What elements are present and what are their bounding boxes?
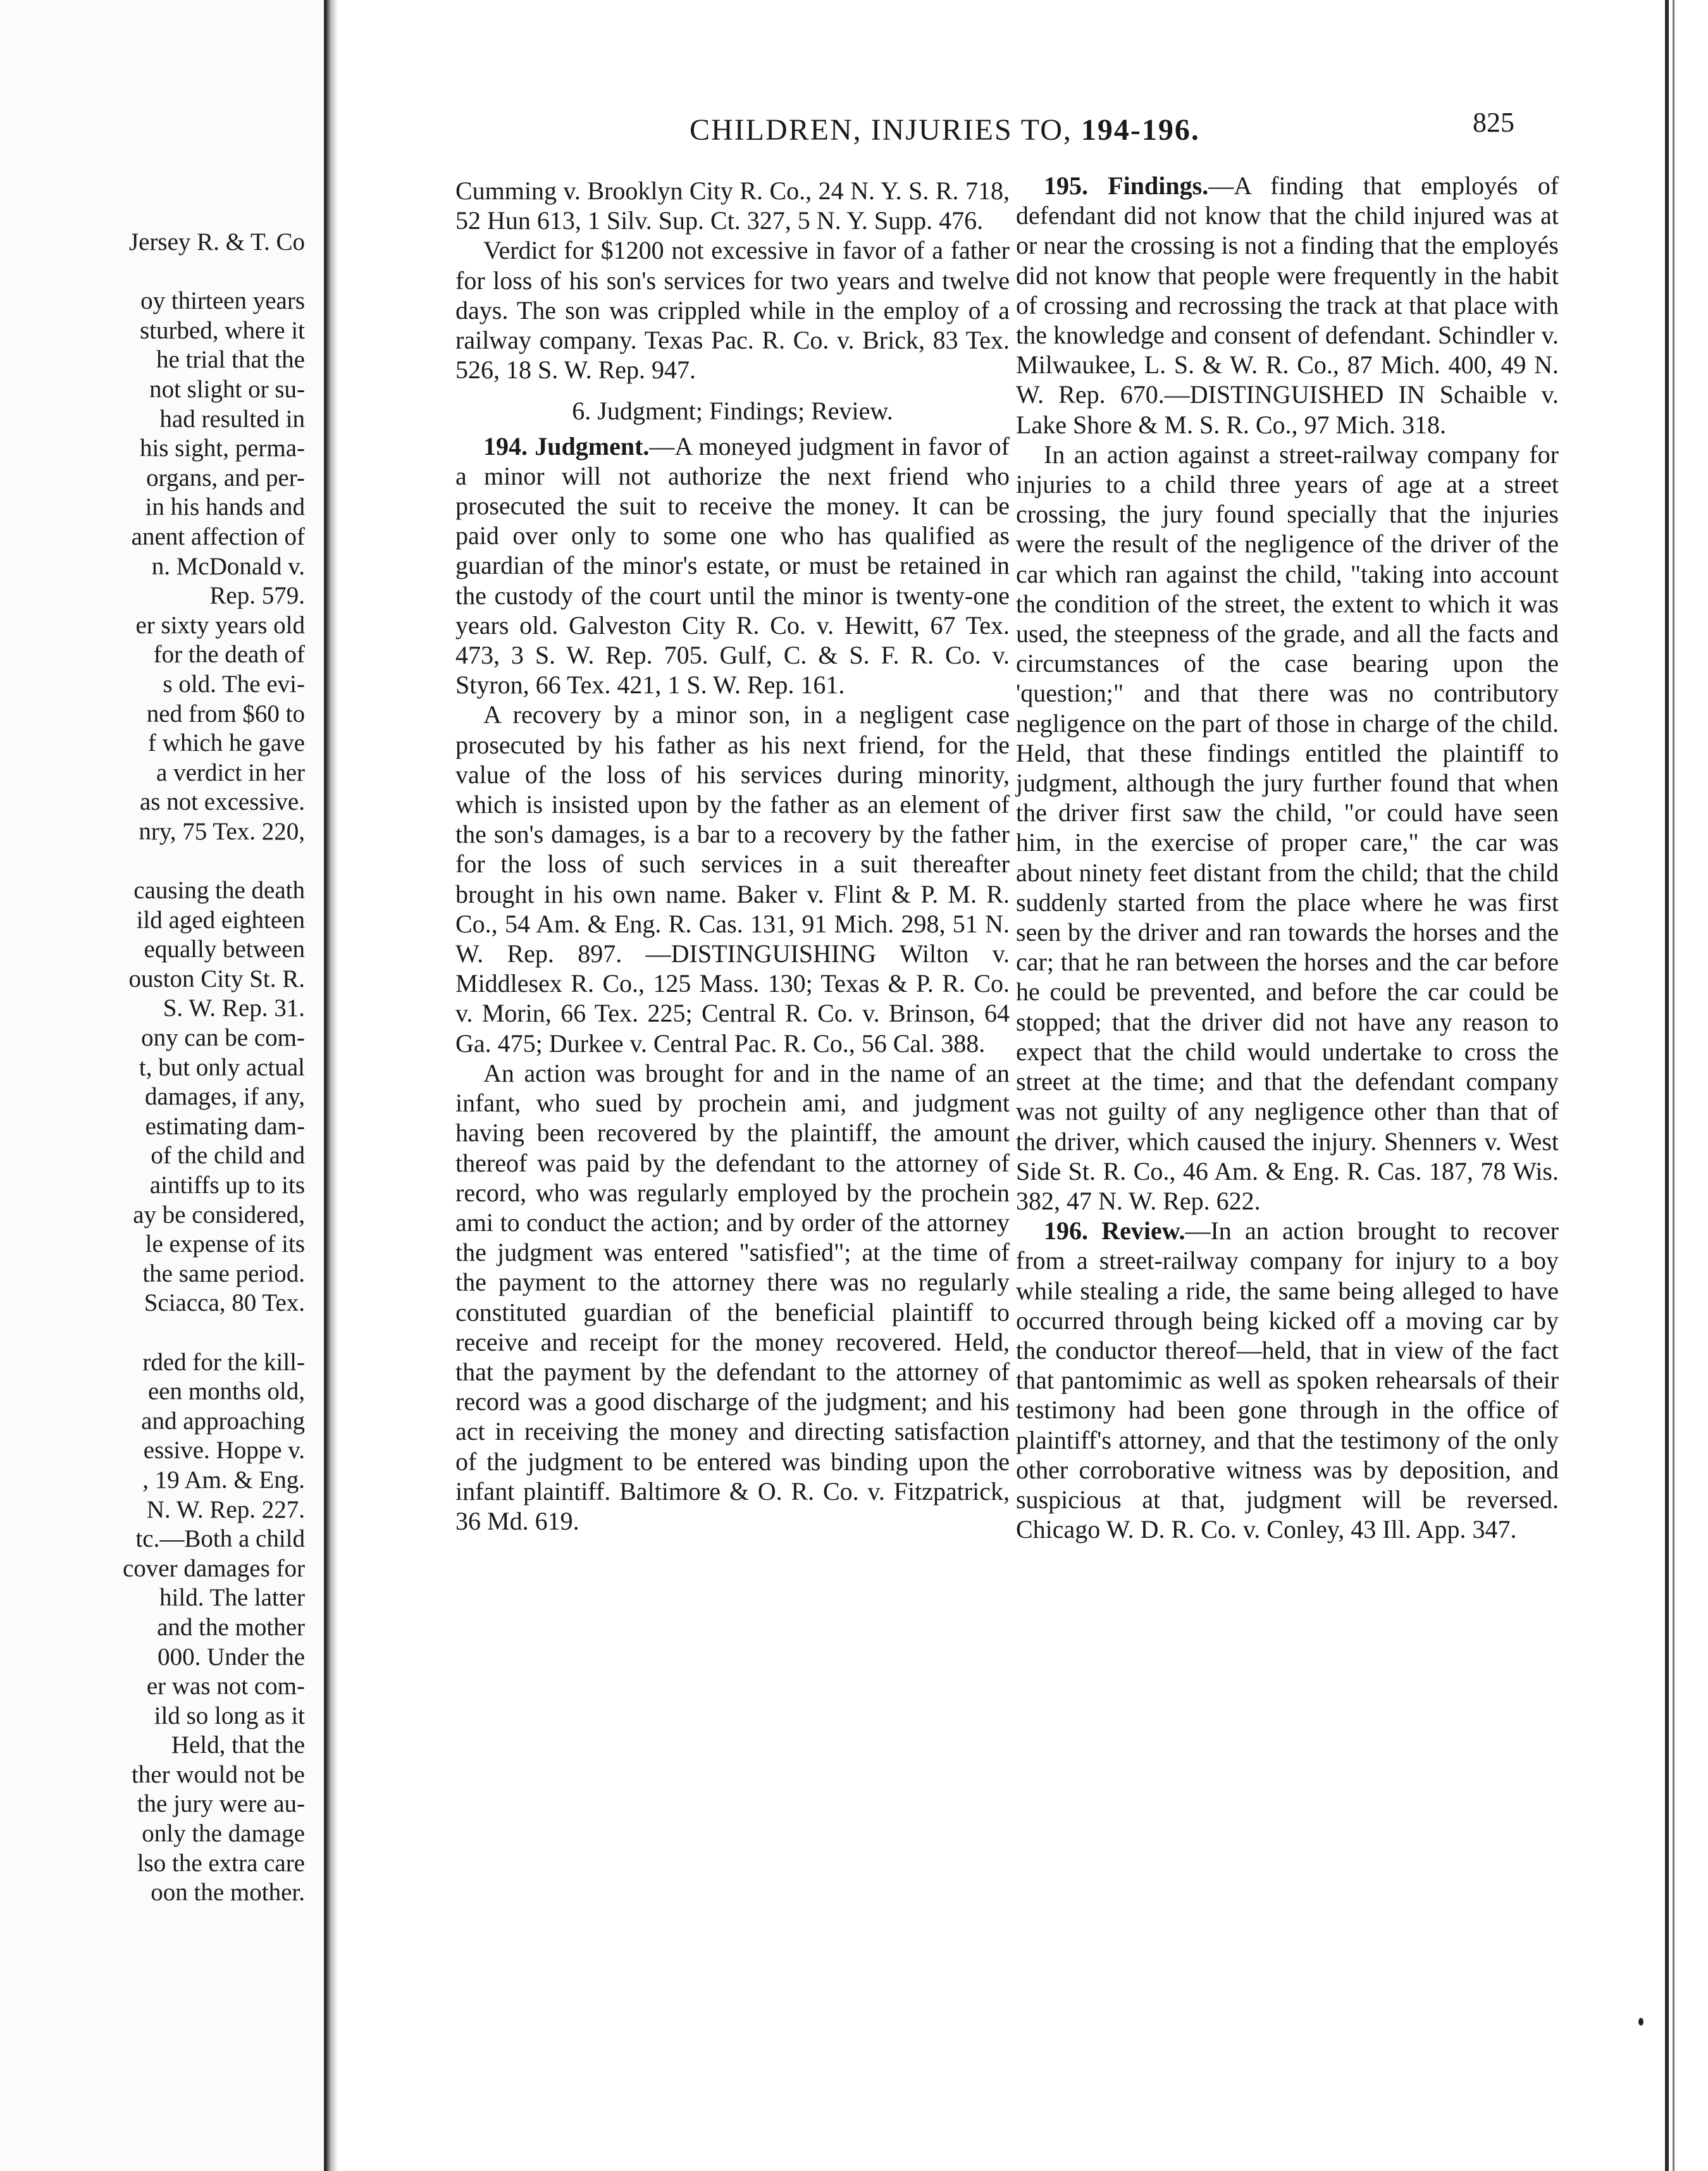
facing-page-line: ned from $60 to	[146, 700, 305, 727]
facing-page-line: as not excessive.	[139, 788, 305, 816]
facing-page-line: sturbed, where it	[139, 316, 305, 344]
facing-page-line: of the child and	[151, 1142, 305, 1170]
facing-page-line: Rep. 579.	[209, 582, 305, 610]
facing-page-line: s old. The evi-	[163, 670, 305, 698]
facing-page-line: oon the mother.	[151, 1879, 305, 1907]
facing-page-line: n. McDonald v.	[151, 552, 305, 580]
running-head	[690, 113, 1200, 147]
facing-page-line: only the damage	[142, 1820, 305, 1848]
facing-page-line: Held, that the	[171, 1731, 305, 1759]
facing-page-line: organs, and per-	[146, 464, 305, 492]
section-196-text: —In an action brought to recover from a street-railway company for injury to a boy while stealing a ride, the same being alleged to have occurred through being kicked off a moving car by the conductor thereof—held, that in view of the fact that pantomimic as well as spoken rehearsals of their testimony had been gone through in the office of plaintiff's attorney, and that the testimony of the only other corroborative witness was by deposition, and suspicious at that, judgment will be reversed. Chicago W. D. R. Co. v. Conley, 43 Ill. App. 347.	[1016, 1216, 1559, 1544]
facing-page-line: , 19 Am. & Eng.	[142, 1466, 305, 1494]
section-194-text: —A moneyed judgment in favor of a minor will not authorize the next friend who prosecuted the suit to receive the money. It can be paid over only to some one who has qualified as guardian of the minor's estate, or must be retained in the custody of the court until the minor is twenty-one years old. Galveston City R. Co. v. Hewitt, 67 Tex. 473, 3 S. W. Rep. 705. Gulf, C. & S. F. R. Co. v. Styron, 66 Tex. 421, 1 S. W. Rep. 161.	[455, 431, 1010, 700]
facing-page-line: anent affection of	[131, 523, 305, 550]
facing-page-line: er sixty years old	[135, 611, 305, 639]
facing-page-line: Jersey R. & T. Co	[128, 228, 305, 256]
facing-page-line: le expense of its	[145, 1230, 305, 1258]
subsection-heading: 6. Judgment; Findings; Review.	[572, 397, 893, 426]
facing-page-line: rded for the kill-	[142, 1348, 305, 1376]
running-head-sections: 194-196.	[1080, 113, 1200, 147]
facing-page-line: causing the death	[133, 877, 305, 905]
ink-speck	[1638, 2018, 1643, 2026]
section-194-title: 194. Judgment.	[483, 431, 650, 461]
section-196	[1016, 1216, 1559, 1544]
facing-page-line: S. W. Rep. 31.	[163, 994, 305, 1022]
facing-page-line: ouston City St. R.	[128, 965, 305, 993]
section-195-text: —A finding that employés of defendant did not know that the child injured was at or near the crossing is not a finding that the employés did not know that people were frequently in the habit of crossing and recrossing the track at that place with the knowledge and consent of defendant. Schindler v. Milwaukee, L. S. & W. R. Co., 87 Mich. 400, 49 N. W. Rep. 670.—DISTINGUISHED IN Schaible v. Lake Shore & M. S. R. Co., 97 Mich. 318.	[1016, 171, 1559, 439]
running-head-title: CHILDREN, INJURIES TO,	[690, 113, 1081, 147]
right-column	[1016, 171, 1559, 1544]
facing-page-line: the jury were au-	[137, 1790, 305, 1818]
facing-page-line: not slight or su-	[149, 375, 305, 403]
facing-page-line: and the mother	[157, 1613, 305, 1641]
facing-page-line: the same period.	[142, 1259, 305, 1287]
facing-page-line: ild aged eighteen	[136, 906, 305, 934]
facing-page-line: cover damages for	[122, 1554, 305, 1582]
street-railway-paragraph: In an action against a street-railway company for injuries to a child three years of age at a street crossing, the jury found specially that the injuries were the result of the negligence of the driver of the car which ran against the child, "taking into account the condition of the street, the extent to which it was used, the steepness of the grade, and all the facts and circumstances of the case bearing upon the 'question;" and that there was no contributory negligence on the part of those in charge of the child. Held, that these findings entitled the plaintiff to judgment, although the jury further found that when the driver first saw the child, "or could have seen him, in the exercise of proper care," the car was about ninety feet distant from the child; that the child suddenly started from the place where he was first seen by the driver and ran towards the horses and the car; that he ran between the horses and the car before he could be prevented, and before the car could be stopped; that the driver did not have any reason to expect that the child would undertake to cross the street at the time; and that the defendant company was not guilty of any negligence other than that of the driver, which caused the injury. Shenners v. West Side St. R. Co., 46 Am. & Eng. R. Cas. 187, 78 Wis. 382, 47 N. W. Rep. 622.	[1016, 440, 1559, 1215]
facing-page-line: N. W. Rep. 227.	[146, 1495, 305, 1523]
facing-page-line: 000. Under the	[158, 1643, 305, 1671]
facing-page-fragment	[0, 0, 326, 2171]
facing-page-line: een months old,	[147, 1378, 305, 1406]
facing-page-line: and approaching	[141, 1407, 305, 1435]
facing-page-line	[1, 257, 305, 287]
facing-page-line: Sciacca, 80 Tex.	[144, 1289, 305, 1317]
facing-page-line: hild. The latter	[159, 1584, 305, 1612]
facing-page-line: damages, if any,	[144, 1083, 305, 1111]
facing-page-line	[1, 846, 305, 876]
facing-page-line: aintiffs up to its	[149, 1172, 305, 1199]
section-194	[455, 431, 1010, 700]
facing-page-line: ild so long as it	[154, 1702, 305, 1729]
section-196-title: 196. Review.	[1044, 1216, 1185, 1246]
page-edge-inner	[1673, 0, 1674, 2171]
facing-page-line: had resulted in	[159, 405, 305, 433]
facing-page-line: ther would not be	[131, 1760, 305, 1788]
section-195-title: 195. Findings.	[1044, 171, 1209, 200]
facing-page-line: ony can be com-	[141, 1024, 305, 1052]
facing-page-line: in his hands and	[145, 493, 305, 521]
infant-action-paragraph: An action was brought for and in the name of an infant, who sued by prochein ami, and judgment having been recovered by the plaintiff, the amount thereof was paid by the defendant to the attorney of record, who was regularly employed by the prochein ami to conduct the action; and by order of the attorney the judgment was entered "satisfied"; at the time of the payment to the attorney there was no regularly constituted guardian of the beneficial plaintiff to receive and receipt for the money recovered. Held, that the payment by the defendant to the attorney of record was a good discharge of the judgment; and his act in receiving the money and directing satisfaction of the judgment to be entered was binding upon the infant plaintiff. Baltimore & O. R. Co. v. Fitzpatrick, 36 Md. 619.	[455, 1058, 1010, 1535]
facing-page-text	[1, 228, 305, 1908]
recovery-paragraph: A recovery by a minor son, in a negligent case prosecuted by his father as his next friend, for the value of the loss of his services during minority, which is insisted upon by the father as an element of the son's damages, is a bar to a recovery by the father for the loss of such services in a suit thereafter brought in his own name. Baker v. Flint & P. M. R. Co., 54 Am. & Eng. R. Cas. 131, 91 Mich. 298, 51 N. W. Rep. 897. —DISTINGUISHING Wilton v. Middlesex R. Co., 125 Mass. 130; Texas & P. R. Co. v. Morin, 66 Tex. 225; Central R. Co. v. Brinson, 64 Ga. 475; Durkee v. Central Pac. R. Co., 56 Cal. 388.	[455, 700, 1010, 1058]
facing-page-line: equally between	[144, 936, 305, 963]
facing-page-line: lso the extra care	[137, 1849, 305, 1877]
verdict-paragraph: Verdict for $1200 not excessive in favor of a father for loss of his son's services for two years and twelve days. The son was crippled while in the employ of a railway company. Texas Pac. R. Co. v. Brick, 83 Tex. 526, 18 S. W. Rep. 947.	[455, 236, 1010, 385]
facing-page-line: estimating dam-	[145, 1112, 305, 1140]
facing-page-line: he trial that the	[156, 346, 305, 374]
facing-page-line: his sight, perma-	[139, 435, 305, 462]
facing-page-line: essive. Hoppe v.	[143, 1437, 305, 1464]
citation-paragraph: Cumming v. Brooklyn City R. Co., 24 N. Y. S. R. 718, 52 Hun 613, 1 Silv. Sup. Ct. 327, 5 N. Y. Supp. 476.	[455, 176, 1010, 235]
facing-page-line: er was not com-	[146, 1673, 305, 1700]
section-195	[1016, 171, 1559, 440]
facing-page-line: oy thirteen years	[140, 287, 305, 315]
page-edge	[1665, 0, 1669, 2171]
facing-page-line	[1, 1318, 305, 1348]
facing-page-line: nry, 75 Tex. 220,	[139, 817, 305, 845]
facing-page-line: t, but only actual	[139, 1053, 305, 1081]
facing-page-line: ay be considered,	[133, 1201, 305, 1228]
facing-page-line: tc.—Both a child	[135, 1525, 305, 1553]
middle-column	[455, 176, 1010, 1536]
facing-page-line: f which he gave	[148, 729, 305, 757]
page-gutter-shadow	[326, 0, 338, 2171]
facing-page-line: for the death of	[153, 641, 305, 669]
page-number: 825	[1473, 107, 1514, 138]
facing-page-line: a verdict in her	[156, 758, 305, 786]
